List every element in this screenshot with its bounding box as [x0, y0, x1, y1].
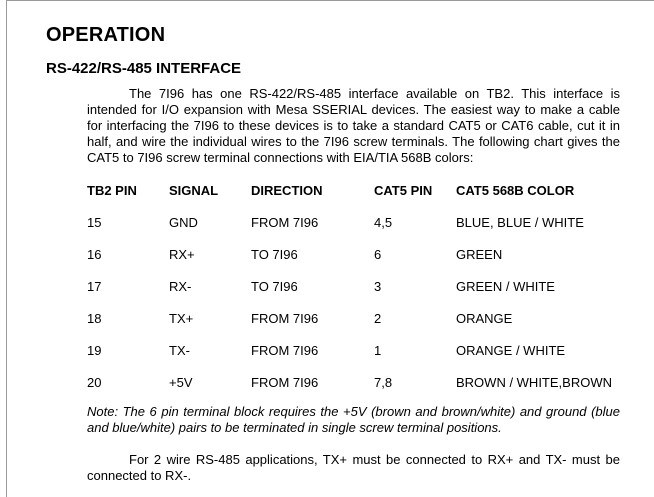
cell-direction: FROM 7I96 — [251, 374, 319, 390]
section-title: OPERATION — [46, 24, 166, 46]
cell-cat5-pin: 2 — [374, 310, 382, 326]
cell-direction: FROM 7I96 — [251, 214, 319, 230]
cell-cat5-color: BLUE, BLUE / WHITE — [456, 214, 584, 230]
cell-direction: FROM 7I96 — [251, 310, 319, 326]
cell-signal: +5V — [169, 374, 193, 390]
closing-paragraph: For 2 wire RS-485 applications, TX+ must be connected to RX+ and TX- must be connected to RX-. — [87, 452, 620, 483]
column-header-signal: SIGNAL — [169, 182, 219, 198]
table-row — [87, 302, 626, 334]
cell-signal: RX+ — [169, 246, 195, 262]
column-header-cat5-color: CAT5 568B COLOR — [456, 182, 575, 198]
cell-cat5-color: BROWN / WHITE,BROWN — [456, 374, 612, 390]
cell-direction: TO 7I96 — [251, 246, 298, 262]
cell-tb2-pin: 15 — [87, 214, 102, 230]
cell-cat5-pin: 6 — [374, 246, 382, 262]
cell-cat5-color: GREEN / WHITE — [456, 278, 555, 294]
cell-cat5-color: ORANGE / WHITE — [456, 342, 566, 358]
intro-paragraph: The 7I96 has one RS-422/RS-485 interface available on TB2. This interface is intended for I/O expansion with Mesa SSERIAL devices. The easiest way to make a cable for interfacing the 7I96 to these devices is to take a standard CAT5 or CAT6 cable, cut it in half, and wire the individual wires to the 7I96 screw terminals. The following chart gives the CAT5 to 7I96 screw terminal connections with EIA/TIA 568B colors: — [87, 86, 620, 165]
cell-cat5-pin: 7,8 — [374, 374, 393, 390]
cell-cat5-pin: 4,5 — [374, 214, 393, 230]
cell-cat5-pin: 3 — [374, 278, 382, 294]
cell-tb2-pin: 20 — [87, 374, 102, 390]
cell-signal: TX+ — [169, 310, 194, 326]
cell-tb2-pin: 16 — [87, 246, 102, 262]
table-header-row — [87, 174, 626, 206]
cell-signal: RX- — [169, 278, 192, 294]
column-header-direction: DIRECTION — [251, 182, 323, 198]
pin-table — [87, 174, 626, 398]
cell-cat5-color: GREEN — [456, 246, 503, 262]
cell-tb2-pin: 17 — [87, 278, 102, 294]
cell-cat5-color: ORANGE — [456, 310, 513, 326]
column-header-cat5-pin: CAT5 PIN — [374, 182, 433, 198]
table-row — [87, 366, 626, 398]
subsection-title: RS-422/RS-485 INTERFACE — [46, 60, 242, 77]
table-row — [87, 270, 626, 302]
cell-signal: GND — [169, 214, 198, 230]
table-row — [87, 238, 626, 270]
cell-tb2-pin: 19 — [87, 342, 102, 358]
table-row — [87, 206, 626, 238]
note-paragraph: Note: The 6 pin terminal block requires the +5V (brown and brown/white) and ground (blue and blue/white) pairs to be terminated in single screw terminal positions. — [87, 404, 620, 435]
cell-direction: TO 7I96 — [251, 278, 298, 294]
cell-tb2-pin: 18 — [87, 310, 102, 326]
cell-cat5-pin: 1 — [374, 342, 382, 358]
cell-direction: FROM 7I96 — [251, 342, 319, 358]
column-header-tb2-pin: TB2 PIN — [87, 182, 137, 198]
table-row — [87, 334, 626, 366]
cell-signal: TX- — [169, 342, 190, 358]
